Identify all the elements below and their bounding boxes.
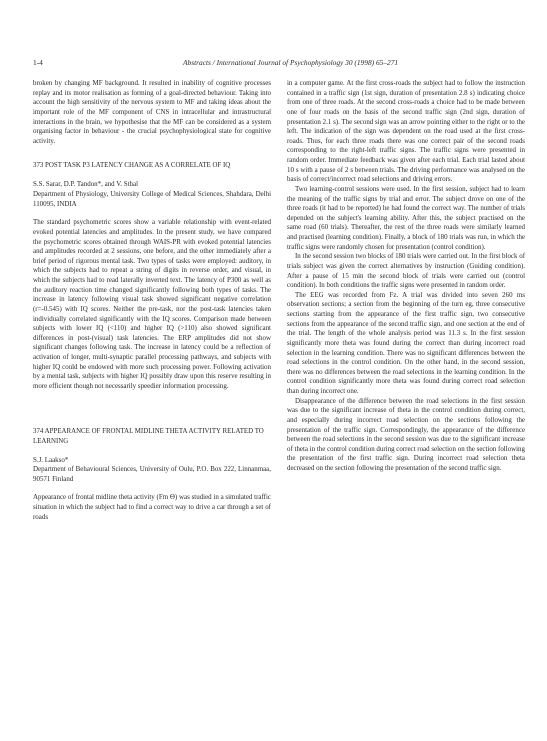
abstract-374-title: 374 APPEARANCE OF FRONTAL MIDLINE THETA ACTIVITY RELATED TO LEARNING [33,427,264,445]
abstract-374-affiliation: Department of Behavioural Sciences, University of Oulu, P.O. Box 222, Linnanmaa, 90571 Finland [33,465,271,483]
right-column [287,79,525,474]
continued-abstract-text: broken by changing MF background. It resulted in inability of cognitive processes replay and its motor realisation as forming of a goal-directed behaviour. Taking into account the high sensitivity of the nervous system to MF and taking ideas about the important role of the MF component of CNS in intracellular and intrastructural interactions in the brain, we hypothesise that the MF can be considered as a system organising factor in behaviour - the crucial psychophysiological state for cognitive activity. [33,79,271,145]
abstract-373-authors: S.S. Sarar, D.P. Tandon*, and V. Sthal [33,180,139,189]
abstract-373-body: The standard psychometric scores show a variable relationship with event-related evoked potential latencies and amplitudes. In the present study, we have compared the psychometric scores obtained through WAIS-PR with evoked potential latencies and amplitudes recorded at 2 sessions, one before, and the other immediately after a brief period of rigorous mental task. Two types of tasks were employed: auditory, in which the subjects had to repeat a string of digits in reverse order, and visual, in which the subjects had to read laterally inverted text. The latency of P300 as well as the auditory reaction time changed significantly following both types of tasks. The increase in latency following visual task showed significant negative correlation (r=-0.545) with IQ scores. Neither the pre-task, nor the post-task latencies taken individually correlated significantly with the IQ scores. Comparison made between subjects with lower IQ (<110) and higher IQ (>110) also showed significant differences in post-(visual) task latencies. The ERP amplitudes did not show significant changes following task. The increase in latency could be a reflection of activation of longer, multi-synaptic parallel processing pathways, and subjects with higher IQ could be endowed with more such processing power. Following activation by a mental task, subjects with higher IQ possibly draw upon this reserve resulting in more efficient though not necessarily speedier information processing. [33,218,271,390]
paragraph: In the second session two blocks of 180 trials were carried out. In the first block of trials subject was given the correct alternatives by instruction (Guiding condition). After a pause of 15 min the second block of trials were carried out (control condition). In both conditions the traffic signs were presented in random order. [287,252,525,290]
abstract-373-affiliation: Department of Physiology, University College of Medical Sciences, Shahdara, Delhi 110095, INDIA [33,190,271,208]
journal-reference: Abstracts / International Journal of Psychophysiology 30 (1998) 65–271 [183,58,399,67]
paragraph: in a computer game. At the first cross-roads the subject had to follow the instruction contained in a traffic sign (1st sign, duration of presentation 2.8 s) indicating choice from one of three roads. At the second cross-roads a choice had to be made between one of four roads on the basis of the second traffic sign (2nd sign, duration of presentation 2.1 s). The second sign was an arrow pointing either to the right or to the left. The indication of the sign was dependent on the road used at the first cross-roads. Thus, for each three roads there was one correct pair of the second roads corresponding to the right-left traffic signs. The traffic signs were presented in random order. Immediate feedback was given after each trial. Each trial lasted about 10 s with a pause of 2 s between trials. The driving performance was analysed on the basis of correct/incorrect road selections and driving errors. [287,79,525,184]
running-head [33,58,523,70]
left-column [33,79,271,522]
abstract-374-authors: S.J. Laakso* [33,455,69,464]
abstract-374-body: Appearance of frontal midline theta activity (Fm Θ) was studied in a simulated traffic situation in which the subject had to find a correct way to drive a car through a set of roads [33,493,271,521]
section-spacer [33,392,271,412]
abstract-373-title: 373 POST TASK P3 LATENCY CHANGE AS A CORRELATE OF IQ [33,162,231,170]
paragraph: Two learning-control sessions were used. In the first session, subject had to learn the meaning of the traffic signs by trial and error. The subject drove on one of the three roads (it had to be reported) he had found the correct way. The number of trials depended on the subject's learning ability. After this, the subject practised on the same road (60 trials). Thereafter, the rest of the three roads were similarly learned and practised (learning condition). Finally, a block of 180 trials was run, in which the traffic signs were randomly chosen for presentation (control condition). [287,184,525,251]
page-number: 1-4 [33,58,43,67]
paragraph: Disappearance of the difference between the road selections in the first session was due to the significant increase of theta in the control condition during correct, and especially during incorrect road selection on the sections following the presentation of the traffic sign. Correspondingly, the appearance of the difference between the road selections in the second session was due to the significant increase of theta in the control condition during correct road selection on the section following the presentation of the first traffic sign. During incorrect road selection theta decreased on the section following the presentation of the second traffic sign. [287,396,525,472]
paragraph: The EEG was recorded from Fz. A trial was divided into seven 260 ms observation sections; a section from the beginning of the turn eg, three consecutive sections starting from the appearance of the first traffic sign, two consecutive sections from the appearance of the second traffic sign, and one section at the end of the trial. The length of the whole analysis period was 11.3 s. In the first session significantly more theta was found during the correct than during incorrect road selection in the learning condition. There was no significant differences between the road selections in the control condition. On the other hand, in the second session, there was no differences between the road selections in the learning condition. In the control condition significantly more theta was found during correct road selection than during incorrect one. [287,290,525,395]
